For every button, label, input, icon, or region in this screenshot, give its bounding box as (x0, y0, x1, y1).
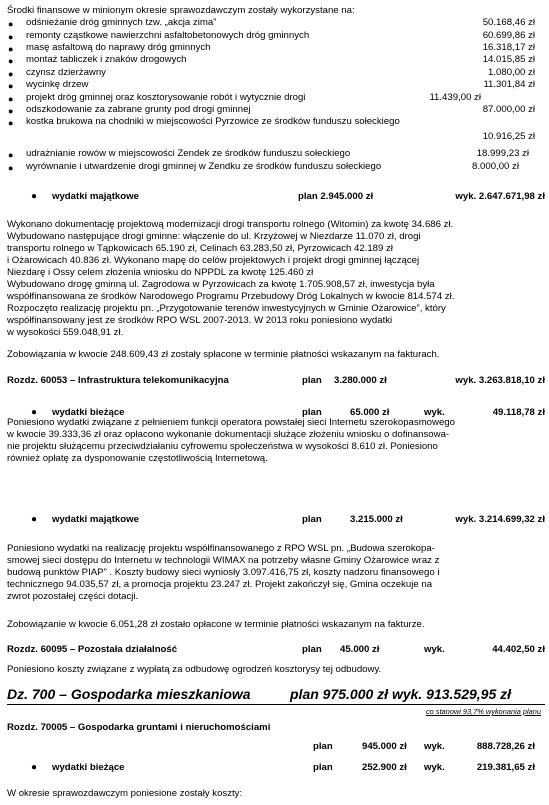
list-item-amount: 11.439,00 zł (429, 92, 481, 103)
list-item-label: czynsz dzierżawny (26, 67, 106, 78)
paragraph-fences: Poniesiono koszty związane z wypłatą za odbudowę ogrodzeń kosztorysy tej odbudowy. (7, 664, 382, 675)
bullet-icon: ● (8, 44, 14, 54)
list-item-amount: 1.080,00 zł (488, 67, 535, 78)
section-70005-plan-label: plan (313, 741, 333, 752)
list-item-amount: 11.301,84 zł (483, 79, 535, 90)
section-60053-wyk: wyk. 3.263.818,10 zł (455, 375, 545, 386)
wb2-plan-label: plan (313, 762, 333, 773)
list-item-amount: 50.168,46 zł (482, 17, 535, 28)
bullet-icon: ● (8, 81, 14, 91)
bullet-icon: ● (31, 514, 38, 525)
wb1-wyk-label: wyk. (424, 407, 445, 418)
wm1-plan: plan 2.945.000 zł (298, 191, 374, 202)
list-item-amount: 16.318,17 zł (482, 42, 535, 53)
paragraph-investments: Wykonano dokumentację projektową modernizacji drogi transportu rolnego (Witomin) za kwotę 34.686 zł. Wybudowano następujące drogi gminne: włączenie do ul. Krzyżowej w Niezdarze 11.070 zł, drogi transportu rolnego w Tąpkowicach 65.190 zł, Celinach 63.283,50 zł, Pyrzowicach 42.189 zł i Ożarowicach 40.836 zł. Wykonano mapę do celów projektowych i projekt drogi gminnej łączącej Niezdarę i Ossy celem złożenia wniosku do NPPDL za kwotę 125.460 zł Wybudowano drogę gminną ul. Zagrodowa w Pyrzowicach za kwotę 1.705.908,57 zł, inwestycja była współfinansowana ze środków Narodowego Programu Przebudowy Dróg Lokalnych w kwocie 814.574 zł. Rozpoczęto realizację projektu pn. „Przygotowanie terenów inwestycyjnych w Gminie Ożarowice”, który współfinansowany jest ze środków RPO WSL 2007-2013. W 2013 roku poniesiono wydatki w wysokości 559.048,91 zł. (7, 219, 455, 338)
section-60095-plan-label: plan (302, 644, 322, 655)
section-70005-title: Rozdz. 70005 – Gospodarka gruntami i nieruchomościami (7, 722, 271, 733)
list-item-label: montaż tabliczek i znaków drogowych (26, 54, 187, 65)
paragraph-operator: Poniesiono wydatki związane z pełnieniem funkcji operatora powstałej sieci Internetu szerokopasmowego w kwocie 39.333,36 zł oraz opłacono wykonanie dokumentacji służące złożeniu wniosku o dofinansowa- nie projektu służącemu przeciwdziałaniu cyfrowemu społeczeństwa w wysokości 8.610 zł. Poniesiono również opłatę za dysponowanie częstotliwością Internetową. (7, 417, 455, 464)
bullet-icon: ● (8, 19, 14, 29)
chapter-700-note: co stanowi 93,7% wykonania planu (425, 707, 541, 716)
wb2-plan: 252.900 zł (362, 762, 407, 773)
bullet-icon: ● (8, 150, 14, 160)
bullet-icon: ● (8, 163, 14, 173)
wb1-label: wydatki bieżące (52, 407, 125, 418)
list-item-amount: 10.916,25 zł (482, 131, 535, 142)
paragraph-liabilities: Zobowiązania w kwocie 248.609,43 zł zostały spłacone w terminie płatności wskazanym na fakturach. (7, 349, 440, 360)
bullet-icon: ● (31, 191, 38, 202)
section-60095-plan: 45.000 zł (340, 644, 380, 655)
list-item-label: remonty cząstkowe nawierzchni asfaltobetonowych dróg gminnych (26, 30, 310, 41)
paragraph-liability-2: Zobowiązanie w kwocie 6.051,28 zł zostało opłacone w terminie płatności wskazanym na fakturze. (7, 619, 425, 630)
bullet-icon: ● (31, 762, 38, 773)
wm1-label: wydatki majątkowe (52, 191, 139, 202)
list-item-amount: 87.000,00 zł (482, 104, 535, 115)
section-60053-plan-label: plan (302, 375, 322, 386)
chapter-700-title: Dz. 700 – Gospodarka mieszkaniowa (7, 686, 251, 702)
bullet-icon: ● (31, 407, 38, 418)
list-item-label: projekt dróg gminnej oraz kosztorysowanie robót i wytycznie drogi (26, 92, 306, 103)
wb1-plan-label: plan (302, 407, 322, 418)
section-60095-title: Rozdz. 60095 – Pozostała działalność (7, 644, 178, 655)
section-70005-wyk: 888.728,26 zł (476, 741, 535, 752)
wm2-label: wydatki majątkowe (52, 514, 139, 525)
section-60095-wyk: 44.402,50 zł (492, 644, 545, 655)
section-70005-plan: 945.000 zł (362, 741, 407, 752)
list-item-label: udrażnianie rowów w miejscowości Zendek ze środków funduszu sołeckiego (26, 148, 351, 159)
list-item-amount: 60.699,86 zł (482, 30, 535, 41)
list-item-label: wyrównanie i utwardzenie drogi gminnej w Zendku ze środków funduszu sołeckiego (26, 161, 382, 172)
bullet-icon: ● (8, 69, 14, 79)
list-item-label: wycinkę drzew (26, 79, 89, 90)
chapter-700-amounts: plan 975.000 zł wyk. 913.529,95 zł (290, 686, 512, 702)
list-item-label: odśnieżanie dróg gminnych tzw. „akcja zima” (26, 17, 217, 28)
paragraph-costs: W okresie sprawozdawczym poniesione zostały koszty: (7, 788, 243, 799)
section-60053-title: Rozdz. 60053 – Infrastruktura telekomunikacyjna (7, 375, 229, 386)
list-item-amount: 8.000,00 zł (472, 161, 519, 172)
wb1-wyk: 49.118,78 zł (492, 407, 545, 418)
bullet-icon: ● (8, 56, 14, 66)
bullet-icon: ● (8, 32, 14, 42)
bullet-icon: ● (8, 94, 14, 104)
wm1-wyk: wyk. 2.647.671,98 zł (455, 191, 545, 202)
list-item-label: masę asfaltową do naprawy dróg gminnych (26, 42, 211, 53)
section-60095-wyk-label: wyk. (424, 644, 445, 655)
section-60053-plan: 3.280.000 zł (334, 375, 387, 386)
wb2-wyk: 219.381,65 zł (476, 762, 535, 773)
intro-text: Środki finansowe w minionym okresie sprawozdawczym zostały wykorzystane na: (7, 5, 355, 16)
wm2-plan-label: plan (302, 514, 322, 525)
section-70005-wyk-label: wyk. (424, 741, 445, 752)
wm2-plan: 3.215.000 zł (350, 514, 403, 525)
wb1-plan: 65.000 zł (350, 407, 390, 418)
wm2-wyk: wyk. 3.214.699,32 zł (455, 514, 545, 525)
list-item-amount: 14.015,85 zł (482, 54, 535, 65)
paragraph-wimax: Poniesiono wydatki na realizację projektu współfinansowanego z RPO WSL pn. „Budowa szerokopa- smowej sieci dostępu do Internetu w technologii WIMAX na potrzeby własne Gminy Ożarowice wraz z budową punktów PIAP” . Koszty budowy sieci wyniosły 3.097.416,75 zł, koszty nadzoru finansowego i technicznego 94.035,57 zł, a promocja projektu 23.247 zł. Projekt zakończył się, Gmina oczekuje na zwrot pozostałej części dotacji. (7, 543, 440, 602)
divider (7, 704, 545, 705)
wb2-label: wydatki bieżące (52, 762, 125, 773)
list-item-label: kostka brukowa na chodniki w miejscowości Pyrzowice ze środków funduszu sołeckiego (26, 116, 400, 127)
list-item-label: odszkodowanie za zabrane grunty pod drogi gminnej (26, 104, 251, 115)
bullet-icon: ● (8, 118, 14, 128)
bullet-icon: ● (8, 106, 14, 116)
list-item-amount: 18.999,23 zł (476, 148, 529, 159)
wb2-wyk-label: wyk. (424, 762, 445, 773)
